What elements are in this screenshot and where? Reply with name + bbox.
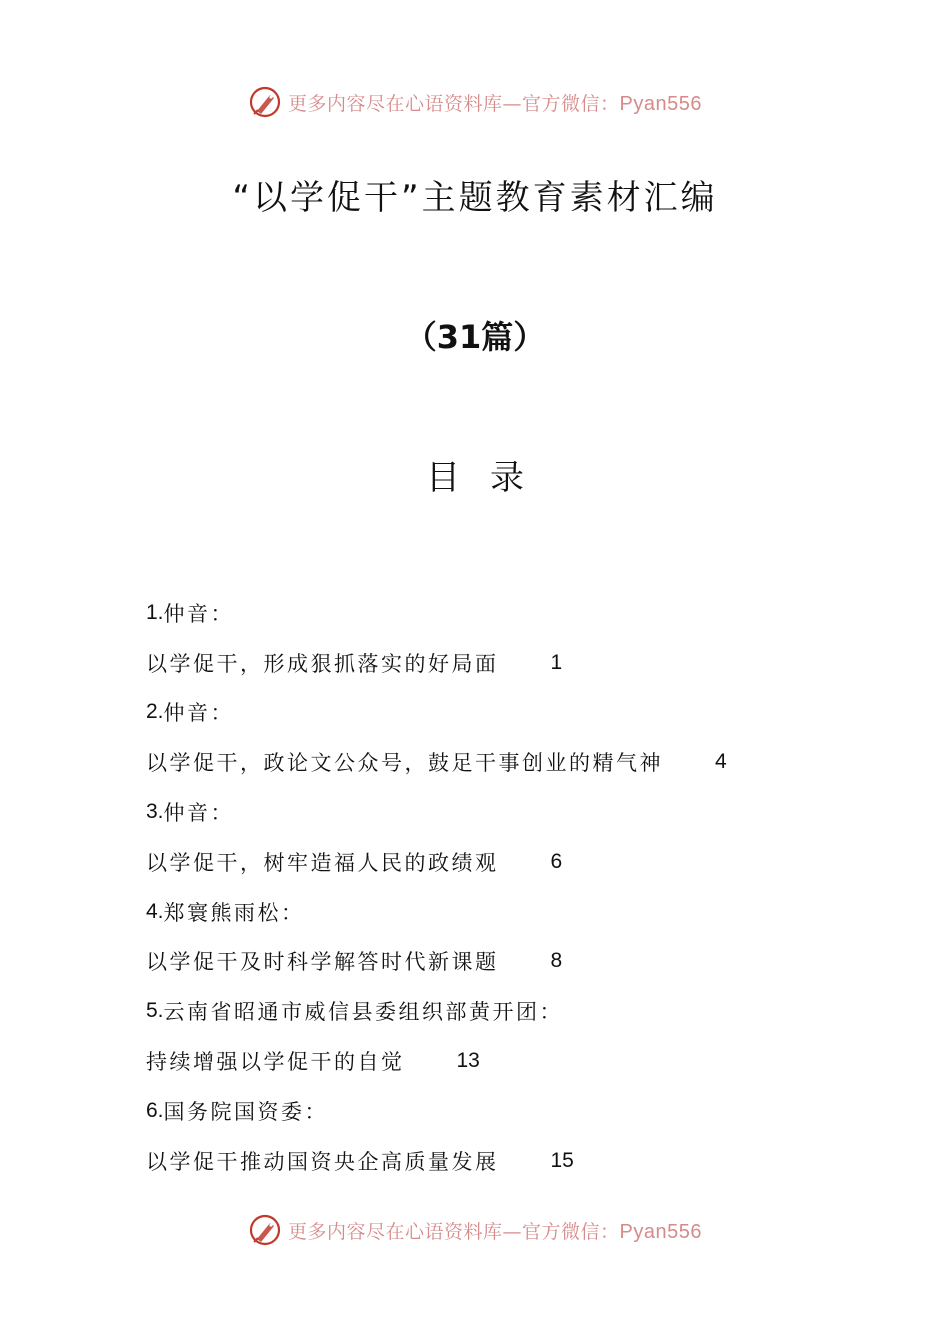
toc-page-number: 15: [550, 1148, 574, 1172]
watermark-text: 更多内容尽在心语资料库—官方微信：: [288, 1220, 620, 1243]
toc-entry-author: 5. 云南省昭通市威信县委组织部黄开团：: [146, 999, 564, 1025]
watermark-wechat-id: Pyan556: [619, 1220, 702, 1243]
toc-entry-author: 4. 郑寰熊雨松：: [146, 899, 305, 925]
table-of-contents: [146, 588, 906, 1186]
article-count: （31篇）: [404, 318, 546, 356]
pen-nib-logo-icon: [248, 85, 282, 119]
toc-entry-author: 2. 仲音：: [146, 700, 235, 726]
toc-heading: 目录: [426, 458, 554, 498]
toc-page-number: 6: [550, 849, 563, 873]
toc-page-number: 8: [550, 949, 563, 973]
toc-page-number: 13: [456, 1049, 480, 1073]
toc-entry-title[interactable]: 以学促干，政论文公众号，鼓足干事创业的精气神 4: [146, 750, 727, 776]
toc-page-number: 1: [550, 650, 563, 674]
toc-page-number: 4: [715, 750, 727, 774]
toc-entry-title[interactable]: 以学促干，树牢造福人民的政绩观 6: [146, 849, 563, 875]
toc-entry-author: 1. 仲音：: [146, 600, 235, 626]
toc-entry-author: 3. 仲音：: [146, 800, 235, 826]
toc-entry-title[interactable]: 以学促干及时科学解答时代新课题 8: [146, 949, 563, 975]
toc-entry-title[interactable]: 以学促干推动国资央企高质量发展 15: [146, 1148, 574, 1174]
document-title: “以学促干”主题教育素材汇编: [232, 178, 718, 218]
pen-nib-logo-icon: [248, 1213, 282, 1247]
header-watermark: [0, 82, 950, 122]
watermark-text: 更多内容尽在心语资料库—官方微信：: [288, 92, 620, 115]
toc-entry-author: 6. 国务院国资委：: [146, 1098, 329, 1124]
footer-watermark: [0, 1210, 950, 1250]
toc-entry-title[interactable]: 持续增强以学促干的自觉 13: [146, 1049, 480, 1075]
watermark-wechat-id: Pyan556: [619, 92, 702, 115]
toc-entry-title[interactable]: 以学促干，形成狠抓落实的好局面 1: [146, 650, 563, 676]
